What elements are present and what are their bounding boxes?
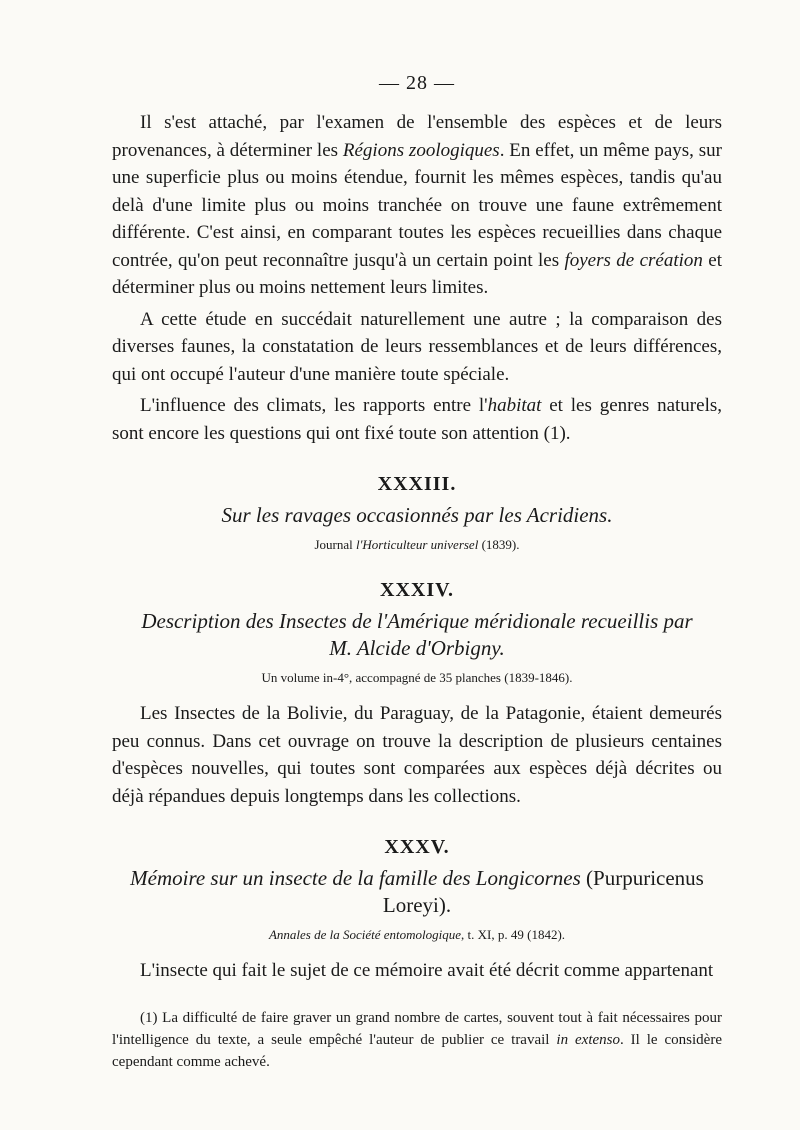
- intro-p3-emphasis-1: habitat: [487, 395, 542, 416]
- section-34-citation: Un volume in-4°, accompagné de 35 planches (1839-1846).: [261, 670, 573, 685]
- section-35-body: L'insecte qui fait le sujet de ce mémoire avait été décrit comme appartenant: [140, 960, 714, 981]
- intro-paragraph-1: [112, 109, 722, 302]
- intro-p3-text-1: L'influence des climats, les rapports entre l': [140, 395, 488, 416]
- intro-p1-emphasis-2: foyers de création: [564, 249, 703, 271]
- section-35-number: XXXV.: [384, 836, 450, 858]
- section-34-title-line-2: M. Alcide d'Orbigny.: [329, 636, 505, 660]
- section-35-citation: [112, 927, 722, 943]
- section-35-citation-emphasis: Annales de la Société entomologique: [268, 927, 462, 942]
- section-33-citation-emphasis: l'Horticulteur universel: [356, 537, 479, 552]
- section-35-title-upright: (Purpuricenus Loreyi).: [382, 866, 704, 917]
- footnote: [112, 1007, 722, 1073]
- intro-p1-emphasis-1: Régions zoologiques: [342, 139, 500, 161]
- intro-paragraph-3: [112, 392, 722, 447]
- section-33-number: XXXIII.: [377, 473, 457, 495]
- page-number: — 28 —: [379, 72, 455, 94]
- section-35-citation-post: , t. XI, p. 49 (1842).: [461, 927, 566, 942]
- section-35-title: [112, 865, 722, 919]
- section-33-citation-pre: Journal: [314, 537, 357, 552]
- footnote-text-2: . Il le considère cependant comme achevé.: [112, 1031, 722, 1070]
- intro-p3-text-2: et les genres naturels, sont encore les questions qui ont fixé toute son attention (1).: [112, 395, 722, 444]
- section-33-title: Sur les ravages occasionnés par les Acridiens.: [221, 503, 613, 527]
- section-34-body: Les Insectes de la Bolivie, du Paraguay, de la Patagonie, étaient demeurés peu connus. Dans cet ouvrage on trouve la description de plusieurs centaines d'espèces nouvelles, qui toutes sont comparées aux espèces déjà décrites ou déjà répandues depuis longtemps dans les collections.: [112, 703, 722, 807]
- footnote-emphasis: in extenso: [556, 1031, 620, 1048]
- section-33-citation-post: (1839).: [478, 537, 520, 552]
- section-35-title-italic: Mémoire sur un insecte de la famille des Longicornes: [130, 866, 581, 890]
- intro-p1-text-1: Il s'est attaché, par l'examen de l'ensemble des espèces et de leurs provenances, à déterminer les: [112, 112, 722, 161]
- footnote-text-1: (1) La difficulté de faire graver un grand nombre de cartes, souvent tout à fait nécessaires pour l'intelligence du texte, a seule empêché l'auteur de publier ce travail: [112, 1009, 722, 1048]
- intro-paragraph-2: A cette étude en succédait naturellement une autre ; la comparaison des diverses faunes, la constatation de leurs ressemblances et de leurs différences, qui ont occupé l'auteur d'une manière toute spéciale.: [112, 308, 722, 385]
- section-34-number: XXXIV.: [380, 579, 454, 601]
- intro-p1-text-2: . En effet, un même pays, sur une superficie plus ou moins étendue, fournit les mêmes espèces, tandis qu'au delà d'une limite plus ou moins tranchée on trouve une faune extrêmement différente. C'est ainsi, en comparant toutes les espèces recueillies dans chaque contrée, qu'on peut reconnaître jusqu'à un certain point les: [112, 139, 722, 271]
- footnote-text: [112, 1007, 722, 1073]
- section-33-citation: [112, 537, 722, 553]
- intro-p1-text-3: et déterminer plus ou moins nettement leurs limites.: [112, 249, 722, 298]
- section-34-title-line-1: Description des Insectes de l'Amérique méridionale recueillis par: [141, 609, 693, 633]
